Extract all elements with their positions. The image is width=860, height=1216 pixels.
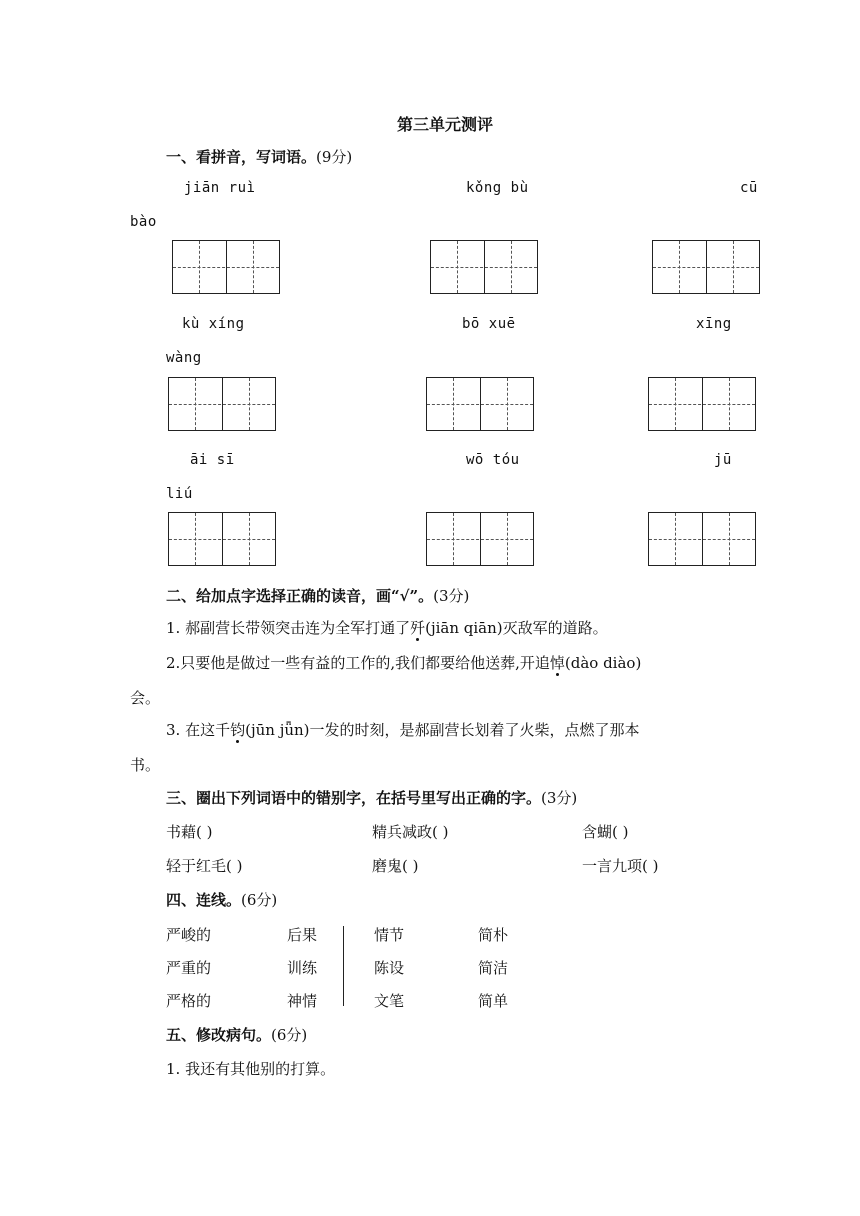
typo-item-3: 含蝴( )	[582, 823, 629, 841]
writing-grid-7[interactable]	[168, 512, 276, 566]
dotted-char: 悼	[549, 654, 565, 672]
question-2-3: 3. 在这千钧(jūn jǖn)一发的时刻，是郝副营长划着了火柴，点燃了那本	[166, 721, 640, 739]
question-2-2-wrap: 会。	[130, 689, 161, 707]
pinyin-6: xīng	[696, 316, 732, 332]
dotted-char: 钧	[230, 721, 246, 739]
pinyin-2: kǒng bù	[466, 180, 529, 196]
match-left-word[interactable]: 严重的	[166, 959, 212, 977]
section-1-points: (9分)	[316, 148, 353, 166]
writing-grid-1[interactable]	[172, 240, 280, 294]
pinyin-7: āi sī	[190, 452, 235, 468]
writing-grid-4[interactable]	[168, 377, 276, 431]
pinyin-1: jiān ruì	[184, 180, 256, 196]
section-2-heading: 二、给加点字选择正确的读音，画“√”。(3分)	[166, 587, 470, 605]
match-right-word[interactable]: 后果	[287, 926, 318, 944]
pinyin-4: kù xíng	[182, 316, 245, 332]
typo-item-4: 轻于红毛( )	[166, 857, 243, 875]
question-5-1: 1. 我还有其他别的打算。	[166, 1060, 336, 1078]
pinyin-5: bō xuē	[462, 316, 516, 332]
pinyin-8: wō tóu	[466, 452, 520, 468]
match-right-word[interactable]: 神情	[287, 992, 318, 1010]
typo-item-2: 精兵减政( )	[372, 823, 449, 841]
pinyin-9-wrap: liú	[166, 486, 193, 502]
writing-grid-8[interactable]	[426, 512, 534, 566]
section-4-points: (6分)	[241, 891, 278, 909]
question-2-2: 2.只要他是做过一些有益的工作的,我们都要给他送葬,开追悼(dào diào)	[166, 654, 642, 672]
section-4-heading: 四、连线。(6分)	[166, 891, 278, 909]
pinyin-6-wrap: wàng	[166, 350, 202, 366]
divider-line	[343, 926, 344, 1006]
section-3-points: (3分)	[541, 789, 578, 807]
match-right-word[interactable]: 简朴	[478, 926, 509, 944]
dotted-char: 歼	[410, 619, 426, 637]
match-left-word[interactable]: 严格的	[166, 992, 212, 1010]
writing-grid-6[interactable]	[648, 377, 756, 431]
section-5-points: (6分)	[271, 1026, 308, 1044]
match-left-word[interactable]: 情节	[374, 926, 405, 944]
match-right-word[interactable]: 简洁	[478, 959, 509, 977]
typo-item-1: 书藉( )	[166, 823, 213, 841]
writing-grid-9[interactable]	[648, 512, 756, 566]
match-left-word[interactable]: 文笔	[374, 992, 405, 1010]
pinyin-9: jū	[714, 452, 732, 468]
typo-item-6: 一言九项( )	[582, 857, 659, 875]
match-right-word[interactable]: 训练	[287, 959, 318, 977]
writing-grid-2[interactable]	[430, 240, 538, 294]
section-5-heading: 五、修改病句。(6分)	[166, 1026, 308, 1044]
section-1-heading: 一、看拼音，写词语。(9分)	[166, 148, 353, 166]
match-left-word[interactable]: 陈设	[374, 959, 405, 977]
pinyin-3-wrap: bào	[130, 214, 157, 230]
typo-item-5: 磨鬼( )	[372, 857, 419, 875]
writing-grid-5[interactable]	[426, 377, 534, 431]
page-title: 第三单元测评	[397, 115, 494, 134]
section-3-heading: 三、圈出下列词语中的错别字，在括号里写出正确的字。(3分)	[166, 789, 578, 807]
section-2-points: (3分)	[433, 587, 470, 605]
writing-grid-3[interactable]	[652, 240, 760, 294]
question-2-3-wrap: 书。	[130, 756, 161, 774]
question-2-1: 1. 郝副营长带领突击连为全军打通了歼(jiān qiān)灭敌军的道路。	[166, 619, 608, 637]
match-right-word[interactable]: 简单	[478, 992, 509, 1010]
pinyin-3: cū	[740, 180, 758, 196]
match-left-word[interactable]: 严峻的	[166, 926, 212, 944]
